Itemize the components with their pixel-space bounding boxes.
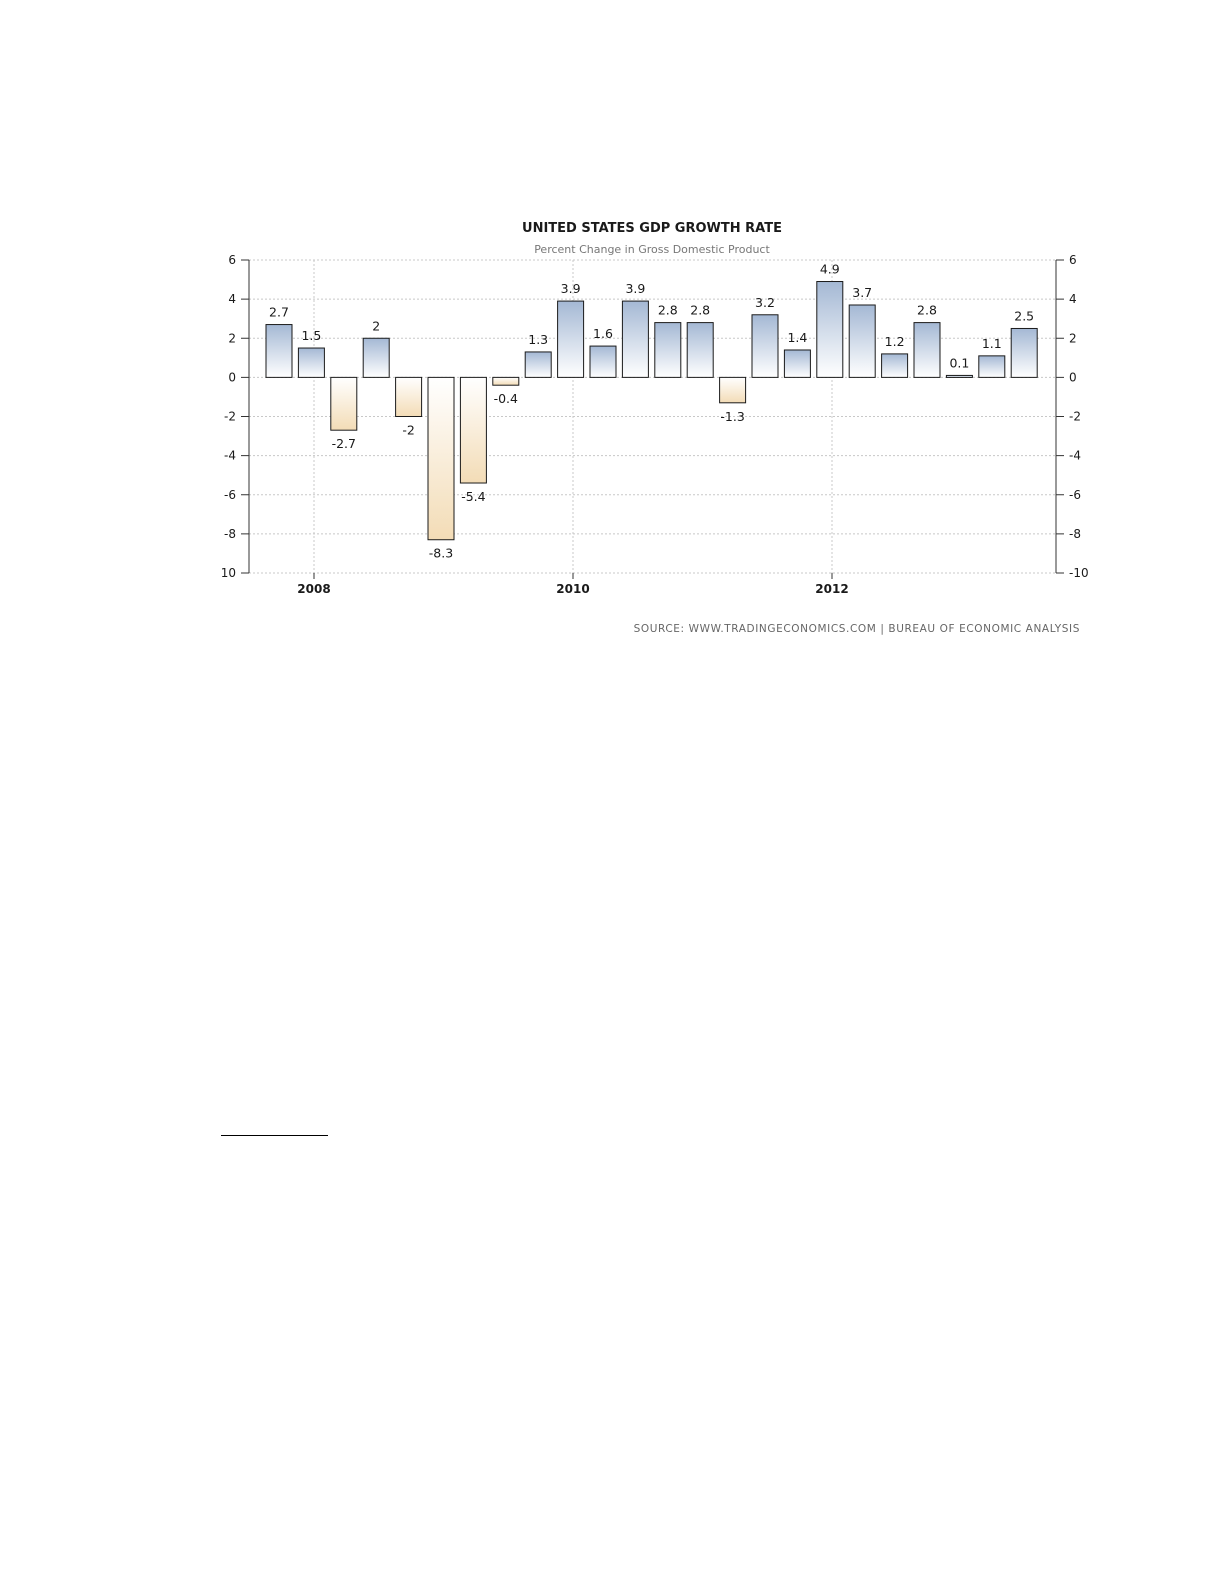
bar-value-label: 2.5 [1014, 308, 1035, 324]
source-note: SOURCE: WWW.TRADINGECONOMICS.COM | BUREAU OF ECONOMIC ANALYSIS [633, 623, 1080, 635]
bar-value-labels [269, 262, 1034, 561]
bar [882, 354, 908, 377]
bar-value-label: 3.9 [560, 281, 581, 297]
y-tick-label-right: -4 [1069, 448, 1081, 463]
bar [946, 375, 972, 377]
x-tick-label: 2008 [297, 582, 331, 596]
bar [979, 356, 1005, 378]
bar [331, 377, 357, 430]
bar [1011, 328, 1037, 377]
bar-value-label: 4.9 [819, 261, 840, 277]
y-tick-label-right: 2 [1069, 331, 1077, 346]
bar [849, 305, 875, 377]
bar-value-label: -2.7 [331, 436, 356, 452]
bar-value-label: -2 [402, 422, 415, 438]
x-tick-label: 2012 [815, 582, 849, 596]
bar-value-label: 2.8 [657, 302, 678, 318]
y-tick-label-left: 4 [228, 292, 236, 307]
x-tick-label: 2010 [556, 582, 590, 596]
y-tick-label-right: -6 [1069, 487, 1081, 502]
y-tick-label-right: -8 [1069, 526, 1081, 541]
bar [493, 377, 519, 385]
bar [784, 350, 810, 377]
bar-value-label: 1.6 [593, 326, 613, 342]
bar [720, 377, 746, 402]
bar-value-label: 1.1 [981, 335, 1002, 351]
bar [655, 323, 681, 378]
bar [752, 315, 778, 378]
y-tick-label-left: -2 [224, 409, 236, 424]
y-tick-label-right: 0 [1069, 370, 1077, 385]
y-tick-label-right: 4 [1069, 292, 1077, 307]
bar [396, 377, 422, 416]
bar [428, 377, 454, 539]
bar-value-label: 2.8 [917, 302, 937, 318]
bar [687, 323, 713, 378]
bar [266, 325, 292, 378]
chart-subtitle: Percent Change in Gross Domestic Product [534, 243, 770, 256]
y-tick-label-left: -4 [224, 448, 236, 463]
y-tick-label-right: -2 [1069, 409, 1081, 424]
bar-value-label: -1.3 [720, 408, 745, 424]
bar-value-label: 2.8 [690, 302, 711, 318]
bar [590, 346, 616, 377]
bar [363, 338, 389, 377]
chart-title: UNITED STATES GDP GROWTH RATE [522, 221, 782, 236]
bar-value-label: -8.3 [428, 545, 454, 561]
bars [266, 282, 1037, 540]
bar [558, 301, 584, 377]
bar-value-label: 3.9 [625, 281, 646, 297]
bar-value-label: -0.4 [493, 391, 518, 407]
y-tick-label-left: 2 [228, 331, 236, 346]
x-axis-ticks [297, 573, 848, 596]
footnote-divider-line [221, 1135, 328, 1136]
bar [460, 377, 486, 483]
bar-value-label: 2.7 [269, 304, 289, 320]
bar [817, 282, 843, 378]
bar-value-label: -5.4 [461, 489, 486, 505]
bar [622, 301, 648, 377]
y-tick-label-left: -8 [224, 526, 236, 541]
bar-value-label: 1.3 [528, 331, 549, 347]
bar-value-label: 3.2 [755, 294, 775, 310]
y-tick-label-right: -10 [1069, 566, 1089, 580]
bar-value-label: 2 [372, 318, 381, 334]
bar-value-label: 1.4 [787, 329, 808, 345]
y-tick-label-left: 10 [220, 566, 236, 580]
bar-value-label: 1.5 [301, 328, 322, 344]
bar [914, 323, 940, 378]
y-tick-label-right: 6 [1069, 253, 1077, 267]
bar-value-label: 0.1 [949, 355, 970, 371]
bar [298, 348, 324, 377]
bar-value-label: 3.7 [852, 284, 873, 300]
y-tick-label-left: 6 [228, 253, 236, 267]
y-tick-label-left: 0 [228, 370, 236, 385]
bar-value-label: 1.2 [884, 333, 905, 349]
bar [525, 352, 551, 377]
y-tick-label-left: -6 [224, 487, 236, 502]
